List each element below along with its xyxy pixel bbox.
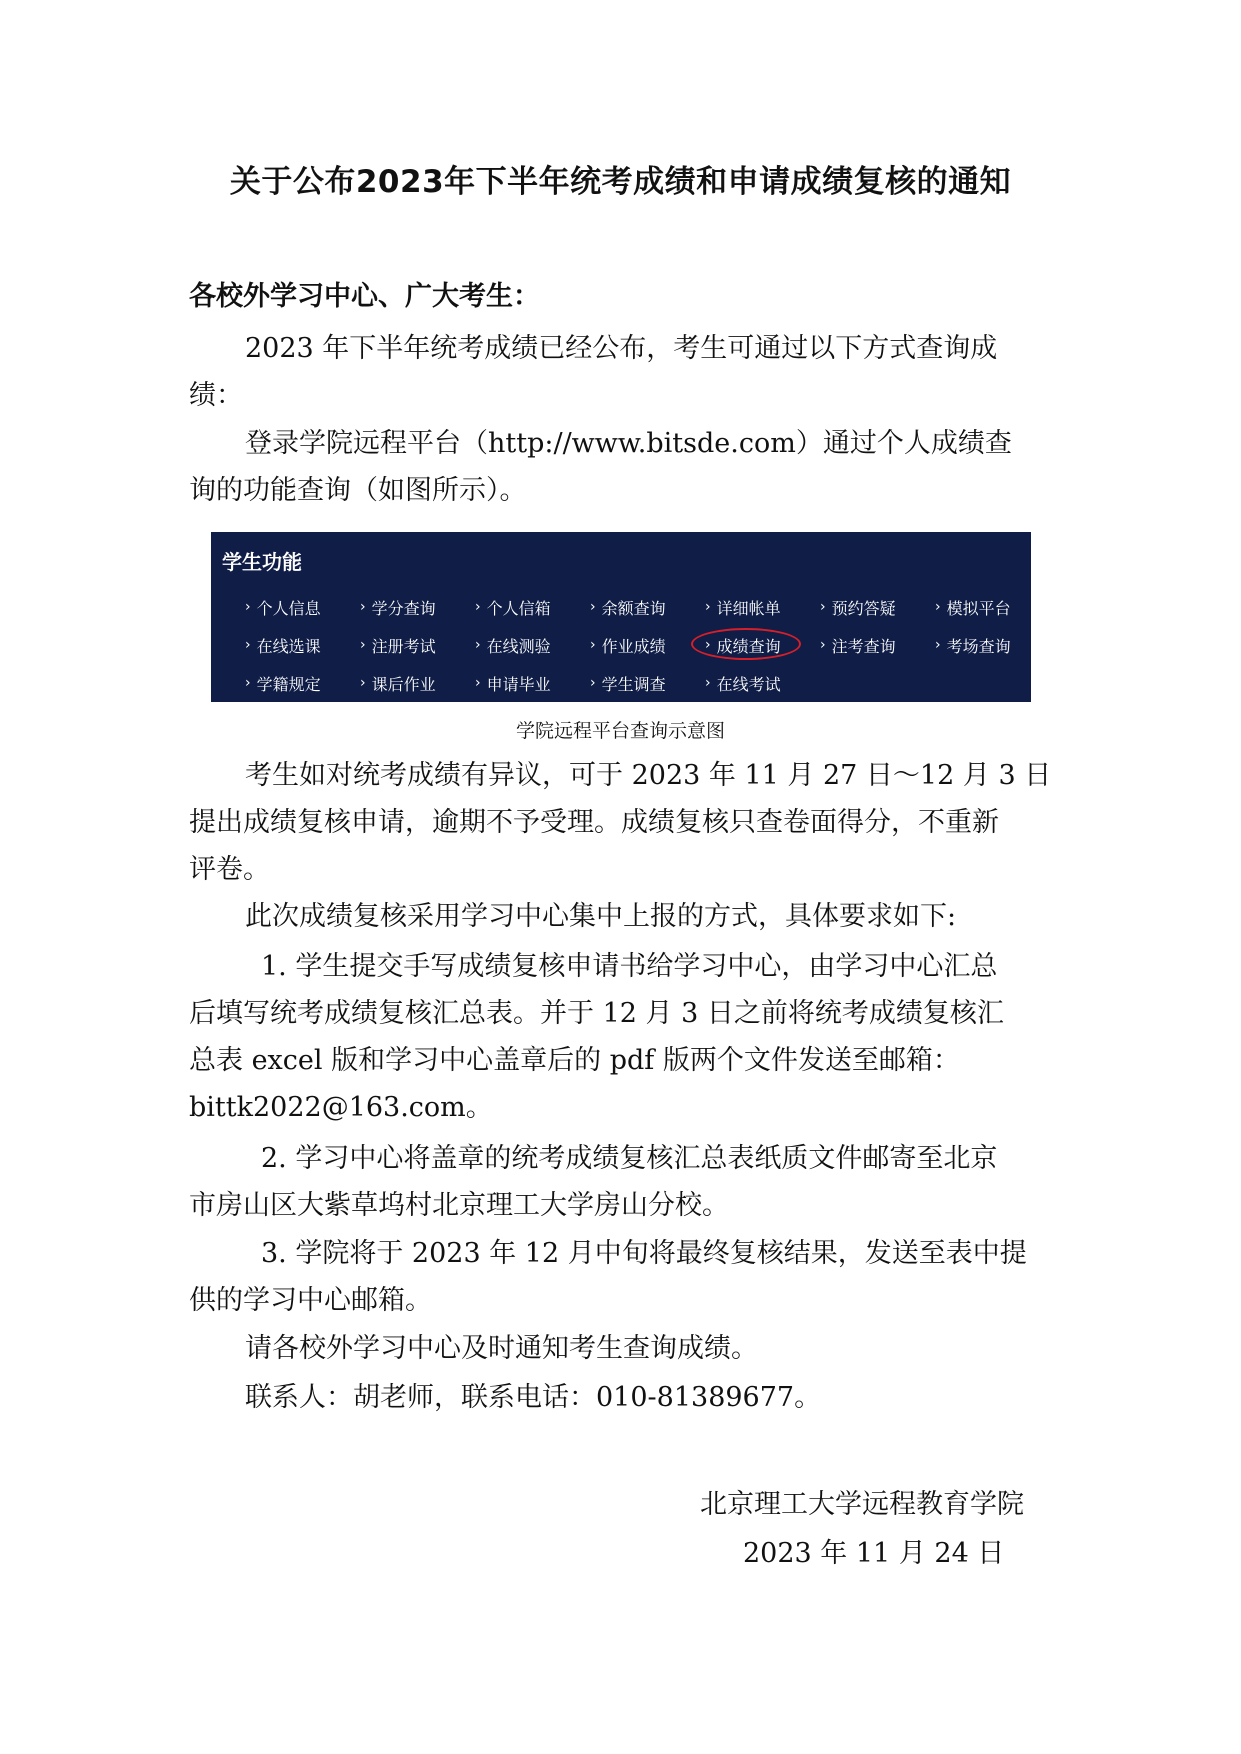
function-menu-item[interactable] bbox=[360, 626, 475, 664]
signature-date: 2023 年 11 月 24 日 bbox=[743, 1538, 1005, 1569]
contact-line: 联系人：胡老师，联系电话：010-81389677。 bbox=[245, 1382, 822, 1413]
function-menu-item[interactable] bbox=[820, 588, 935, 626]
notice-paragraph bbox=[189, 1325, 1059, 1372]
function-menu-item[interactable] bbox=[475, 626, 590, 664]
function-menu-item[interactable] bbox=[820, 626, 935, 664]
chevron-right-icon: › bbox=[590, 675, 596, 691]
function-menu-label: 成绩查询 bbox=[716, 636, 781, 656]
function-menu-item[interactable] bbox=[245, 588, 360, 626]
chevron-right-icon: › bbox=[475, 675, 481, 691]
function-menu-item[interactable] bbox=[705, 588, 820, 626]
chevron-right-icon: › bbox=[475, 637, 481, 653]
email-line: bittk2022@163.com。 bbox=[189, 1092, 493, 1123]
function-menu-item[interactable] bbox=[245, 664, 360, 702]
method-paragraph bbox=[189, 893, 1059, 940]
function-menu-label: 预约答疑 bbox=[831, 598, 896, 618]
function-menu-label: 模拟平台 bbox=[946, 598, 1011, 618]
function-menu-label: 注册考试 bbox=[371, 636, 436, 656]
chevron-right-icon: › bbox=[705, 675, 711, 691]
function-menu-label: 申请毕业 bbox=[486, 674, 551, 694]
intro-paragraph bbox=[189, 325, 1059, 419]
function-menu-item[interactable] bbox=[705, 626, 820, 664]
function-menu-item[interactable] bbox=[935, 626, 1050, 664]
function-menu-item[interactable] bbox=[935, 588, 1050, 626]
function-menu-label: 在线考试 bbox=[716, 674, 781, 694]
function-menu-label: 在线测验 bbox=[486, 636, 551, 656]
paragraph-line: 绩： bbox=[189, 380, 243, 411]
chevron-right-icon: › bbox=[360, 637, 366, 653]
paragraph-line: 询的功能查询（如图所示）。 bbox=[189, 475, 527, 506]
paragraph-line: 市房山区大紫草坞村北京理工大学房山分校。 bbox=[189, 1190, 729, 1221]
chevron-right-icon: › bbox=[360, 675, 366, 691]
paragraph-line: 后填写统考成绩复核汇总表。并于 12 月 3 日之前将统考成绩复核汇 bbox=[189, 998, 1004, 1029]
signature-org: 北京理工大学远程教育学院 bbox=[700, 1489, 1024, 1520]
chevron-right-icon: › bbox=[475, 599, 481, 615]
function-menu-item[interactable] bbox=[590, 626, 705, 664]
page-title: 关于公布2023年下半年统考成绩和申请成绩复核的通知 bbox=[229, 164, 1012, 200]
function-menu-item[interactable] bbox=[245, 626, 360, 664]
student-functions-figure bbox=[211, 532, 1031, 702]
contact-paragraph bbox=[189, 1374, 1059, 1421]
highlight-circle bbox=[691, 628, 801, 660]
function-menu-label: 课后作业 bbox=[371, 674, 436, 694]
review-paragraph bbox=[189, 752, 1059, 893]
chevron-right-icon: › bbox=[245, 599, 251, 615]
login-paragraph bbox=[189, 420, 1059, 514]
function-menu-item[interactable] bbox=[705, 664, 820, 702]
paragraph-line: 评卷。 bbox=[189, 854, 270, 885]
panel-title: 学生功能 bbox=[222, 550, 302, 574]
function-menu-item[interactable] bbox=[590, 664, 705, 702]
paragraph-line: 供的学习中心邮箱。 bbox=[189, 1285, 432, 1316]
chevron-right-icon: › bbox=[590, 599, 596, 615]
chevron-right-icon: › bbox=[245, 675, 251, 691]
function-menu-item[interactable] bbox=[590, 588, 705, 626]
paragraph-line: 2. 学习中心将盖章的统考成绩复核汇总表纸质文件邮寄至北京 bbox=[261, 1143, 998, 1174]
function-menu-label: 学生调查 bbox=[601, 674, 666, 694]
chevron-right-icon: › bbox=[705, 637, 711, 653]
paragraph-line: 总表 excel 版和学习中心盖章后的 pdf 版两个文件发送至邮箱： bbox=[189, 1045, 960, 1076]
paragraph-line: 2023 年下半年统考成绩已经公布，考生可通过以下方式查询成 bbox=[245, 333, 998, 364]
paragraph-line: 1. 学生提交手写成绩复核申请书给学习中心，由学习中心汇总 bbox=[261, 951, 998, 982]
figure-caption: 学院远程平台查询示意图 bbox=[515, 720, 725, 742]
requirement-1 bbox=[189, 943, 1059, 1131]
chevron-right-icon: › bbox=[590, 637, 596, 653]
function-menu-item[interactable] bbox=[475, 588, 590, 626]
paragraph-line: 登录学院远程平台（http://www.bitsde.com）通过个人成绩查 bbox=[245, 428, 1012, 459]
function-grid bbox=[245, 588, 1035, 702]
requirement-2 bbox=[189, 1135, 1059, 1229]
function-menu-label: 个人信箱 bbox=[486, 598, 551, 618]
function-menu-label: 详细帐单 bbox=[716, 598, 781, 618]
function-menu-item[interactable] bbox=[360, 588, 475, 626]
function-menu-label: 余额查询 bbox=[601, 598, 666, 618]
paragraph-line: 3. 学院将于 2023 年 12 月中旬将最终复核结果，发送至表中提 bbox=[261, 1238, 1027, 1269]
chevron-right-icon: › bbox=[935, 599, 941, 615]
function-menu-label: 在线选课 bbox=[256, 636, 321, 656]
function-menu-label: 个人信息 bbox=[256, 598, 321, 618]
chevron-right-icon: › bbox=[820, 637, 826, 653]
paragraph-line: 考生如对统考成绩有异议，可于 2023 年 11 月 27 日～12 月 3 日 bbox=[245, 760, 1052, 791]
chevron-right-icon: › bbox=[705, 599, 711, 615]
function-menu-item[interactable] bbox=[360, 664, 475, 702]
function-menu-label: 学籍规定 bbox=[256, 674, 321, 694]
function-menu-item[interactable] bbox=[475, 664, 590, 702]
function-menu-label: 注考查询 bbox=[831, 636, 896, 656]
function-menu-label: 作业成绩 bbox=[601, 636, 666, 656]
paragraph-line: 此次成绩复核采用学习中心集中上报的方式，具体要求如下: bbox=[245, 901, 957, 932]
requirement-3 bbox=[189, 1230, 1059, 1324]
salutation: 各校外学习中心、广大考生： bbox=[189, 281, 540, 312]
chevron-right-icon: › bbox=[935, 637, 941, 653]
paragraph-line: 请各校外学习中心及时通知考生查询成绩。 bbox=[245, 1333, 758, 1364]
chevron-right-icon: › bbox=[360, 599, 366, 615]
function-menu-label: 考场查询 bbox=[946, 636, 1011, 656]
paragraph-line: 提出成绩复核申请，逾期不予受理。成绩复核只查卷面得分，不重新 bbox=[189, 807, 999, 838]
chevron-right-icon: › bbox=[245, 637, 251, 653]
function-menu-label: 学分查询 bbox=[371, 598, 436, 618]
chevron-right-icon: › bbox=[820, 599, 826, 615]
